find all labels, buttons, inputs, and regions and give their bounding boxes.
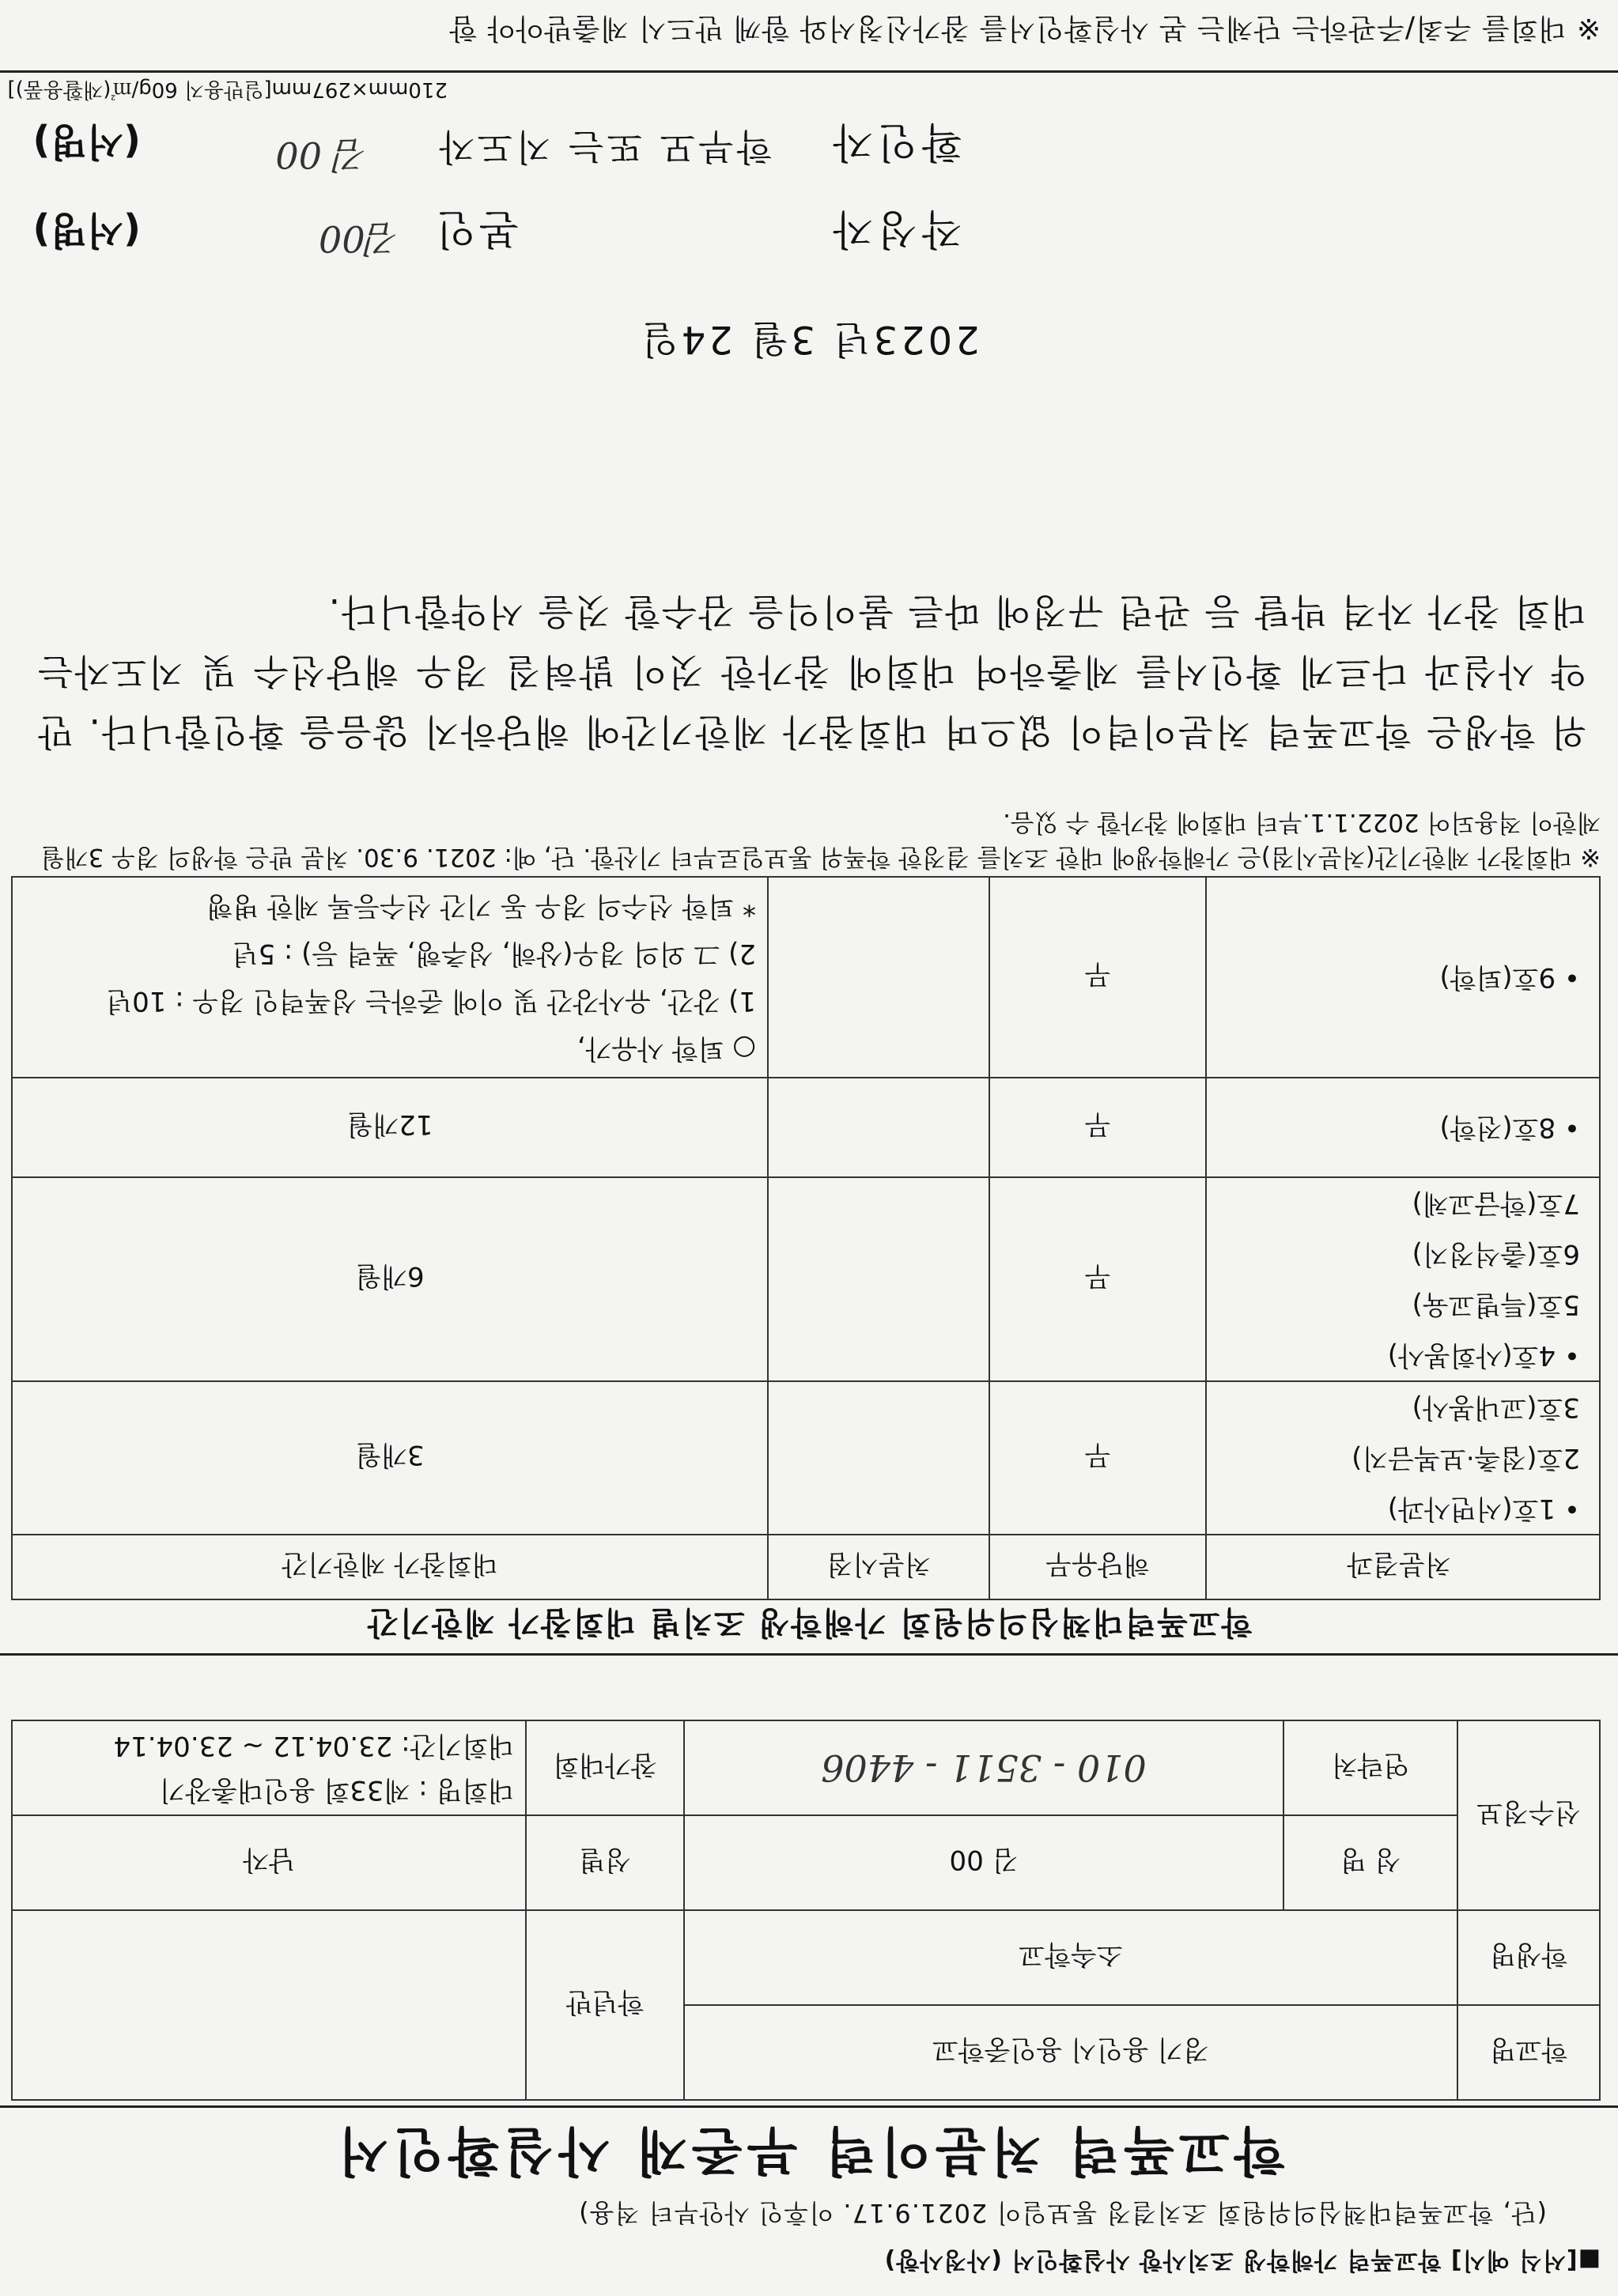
disposition-item: 5호(특별교육) [1412, 1289, 1580, 1320]
writer-role: 본인 [433, 205, 519, 252]
column-header: 대회참가 제한기간 [12, 1535, 768, 1599]
event-name: 대회명 : 제33회 용인대총장기 [159, 1774, 514, 1806]
school-label: 학교명 [1457, 2005, 1600, 2100]
timing-cell [768, 877, 989, 1078]
disposition-cell [1206, 877, 1600, 1078]
table-row [12, 1177, 1600, 1381]
confirmer-role: 학부모 또는 지도자 [436, 126, 772, 168]
divider [0, 1653, 1618, 1656]
limit-line: 1) 강간, 유사강간 및 이에 준하는 성폭력인 경우 : 10년 [106, 985, 756, 1017]
disposition-cell [1206, 1078, 1600, 1177]
table-row [12, 2005, 1600, 2100]
confirmation-statement: 위 학생은 학교폭력 처분이력이 없으며 대회참가 제한기간에 해당하지 않음을 확인합니다. 만약 사실과 다르게 확인서를 제출하여 대회에 참가한 것이 밝혀질 경우 해당선수 및 지도자는 대회 참가 자격 박탈 등 관련 규정에 따른 불이익을 감수할 것을 서약합니다. [36, 591, 1586, 753]
table-header-row [12, 1535, 1600, 1599]
writer-signature: 김00 [319, 217, 400, 260]
applicable-cell: 무 [989, 877, 1206, 1078]
limit-cell: 3개월 [12, 1381, 768, 1535]
student-name-label: 학생명 [1457, 1910, 1600, 2005]
limit-line: * 퇴학 선수의 경우 동 기간 선수등록 제한 병행 [206, 890, 756, 922]
grade-value [12, 1910, 526, 2100]
limit-line: 2) 그 외의 경우(상해, 성추행, 폭력 등) : 5년 [232, 938, 756, 969]
deadline-note: ※ 대회참가 제한기간(처분시점)은 가해학생에 대한 조치를 결정한 학폭위 통보일로부터 기산함. 단, 예: 2021. 9.30. 처분 받은 학생의 경우 3개월 제한이 적용되어 2022.1.1.부터 대회에 참가할 수 있음. [40, 808, 1601, 871]
contact-label: 연락처 [1283, 1720, 1457, 1815]
limit-cell [12, 877, 768, 1078]
disposition-cell [1206, 1381, 1600, 1535]
paper-spec: 210mm×297mm[일반용지 60g/㎡(재활용품)] [7, 77, 448, 101]
applicable-cell: 무 [989, 1177, 1206, 1381]
disposition-item: • 9호(퇴학) [1439, 961, 1580, 993]
writer-label: 작성자 [828, 205, 962, 252]
applicability-note: (단, 학교폭력대책심의위원회 조치결정 통보일이 2021.9.17. 이후인 사안부터 적용) [578, 2198, 1547, 2228]
disposition-item: 2호(접촉·보복금지) [1351, 1442, 1580, 1474]
limit-cell: 6개월 [12, 1177, 768, 1381]
table-row [12, 1815, 1600, 1910]
athlete-label: 선수정보 [1457, 1720, 1600, 1910]
event-label: 참가대회 [526, 1720, 684, 1815]
section-title: 학교폭력대책심의위원회 가해학생 조치별 대회참가 제한기간 [365, 1604, 1253, 1641]
table-row [12, 1720, 1600, 1815]
contact-value: 010 - 3511 - 4406 [684, 1720, 1283, 1815]
disposition-item: • 8호(전학) [1439, 1112, 1580, 1143]
disposition-item: 6호(출석정지) [1412, 1238, 1580, 1270]
confirmer-seal: (서명) [32, 119, 141, 164]
timing-cell [768, 1078, 989, 1177]
writer-seal: (서명) [32, 208, 141, 252]
applicable-cell: 무 [989, 1078, 1206, 1177]
confirmer-label: 확인자 [828, 118, 962, 165]
gender-value: 남자 [12, 1815, 526, 1910]
limit-line: ○ 퇴학 사유가, [577, 1033, 756, 1064]
event-details [12, 1720, 526, 1815]
disposition-item: 3호(교내봉사) [1412, 1392, 1580, 1423]
table-row [12, 877, 1600, 1078]
form-header: ■[서식 예시] 학교폭력 가해학생 조치사항 사실확인서 (사정사항) [883, 2246, 1601, 2274]
limit-cell: 12개월 [12, 1078, 768, 1177]
event-period: 대회기간: 23.04.12 ~ 23.04.14 [113, 1730, 514, 1762]
gender-label: 성별 [526, 1815, 684, 1910]
timing-cell [768, 1381, 989, 1535]
document-title: 학교폭력 처분이력 부존재 사실확인서 [333, 2120, 1285, 2181]
table-row [12, 1078, 1600, 1177]
disposition-item: • 1호(서면사과) [1387, 1493, 1580, 1524]
disposition-cell [1206, 1177, 1600, 1381]
name-label: 성 명 [1283, 1815, 1457, 1910]
applicable-cell: 무 [989, 1381, 1206, 1535]
document-date: 2023년 3월 24일 [638, 317, 980, 361]
column-header: 처분시점 [768, 1535, 989, 1599]
grade-label: 학년반 [526, 1910, 684, 2100]
table-row [12, 1381, 1600, 1535]
footer-note: ※ 대회를 주최/주관하는 단체는 본 사실확인서를 참가신청서와 함께 반드시 제출받아야 함 [448, 12, 1601, 44]
info-table [11, 1720, 1601, 2101]
school-value: 경기 용인시 용인중학교 [684, 2005, 1457, 2100]
column-header: 해당유무 [989, 1535, 1206, 1599]
timing-cell [768, 1177, 989, 1381]
disposition-item: 7호(학급교체) [1412, 1188, 1580, 1219]
rules-table [11, 876, 1601, 1600]
column-header: 처분결과 [1206, 1535, 1600, 1599]
confirmer-signature: 김 00 [275, 134, 369, 176]
divider [0, 70, 1618, 73]
disposition-item: • 4호(사회봉사) [1387, 1339, 1580, 1371]
divider [0, 2105, 1618, 2108]
ethnic-value: 소속학교 [684, 1910, 1457, 2005]
name-value: 김 00 [684, 1815, 1283, 1910]
